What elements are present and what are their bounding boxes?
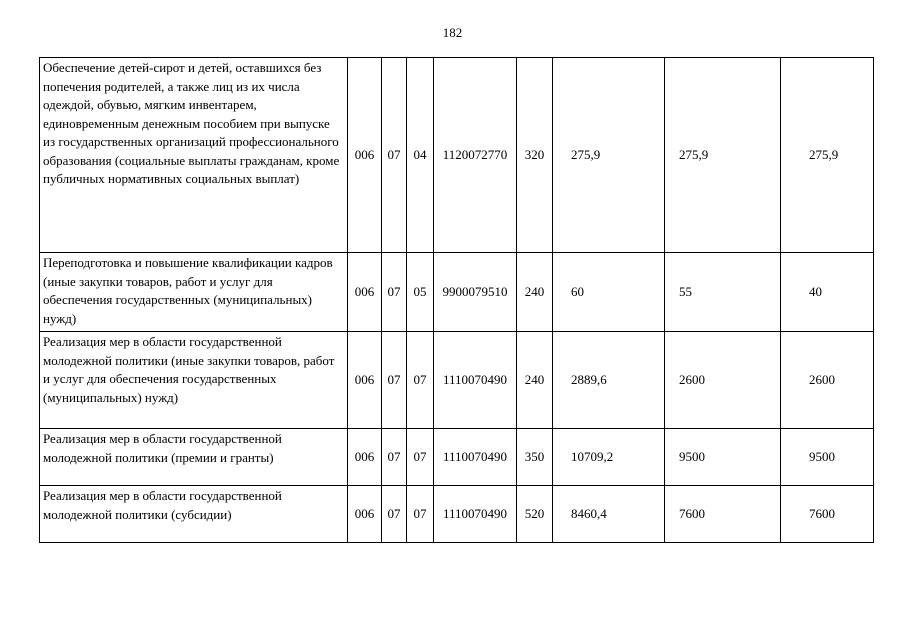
section-code: 07 [382, 253, 407, 332]
amount-year-3: 275,9 [781, 58, 874, 253]
amount-year-1: 2889,6 [553, 332, 665, 429]
expense-type-code: 240 [517, 253, 553, 332]
grbs-code: 006 [348, 58, 382, 253]
table-row [40, 332, 874, 429]
subsection-code: 07 [407, 429, 434, 486]
subsection-code: 07 [407, 332, 434, 429]
grbs-code: 006 [348, 486, 382, 543]
section-code: 07 [382, 332, 407, 429]
amount-year-1: 10709,2 [553, 429, 665, 486]
amount-year-3: 9500 [781, 429, 874, 486]
section-code: 07 [382, 486, 407, 543]
expense-type-code: 240 [517, 332, 553, 429]
expense-type-code: 520 [517, 486, 553, 543]
table-row [40, 253, 874, 332]
page-number: 182 [442, 25, 463, 40]
row-description: Обеспечение детей-сирот и детей, оставшихся без попечения родителей, а также лиц из их числа одеждой, обувью, мягким инвентарем, единовременным денежным пособием при выпуске из государственных организаций профессионального образования (социальные выплаты гражданам, кроме публичных нормативных социальных выплат) [40, 58, 348, 253]
amount-year-3: 7600 [781, 486, 874, 543]
amount-year-1: 60 [553, 253, 665, 332]
amount-year-3: 2600 [781, 332, 874, 429]
target-article-code: 1120072770 [434, 58, 517, 253]
subsection-code: 07 [407, 486, 434, 543]
amount-year-3: 40 [781, 253, 874, 332]
grbs-code: 006 [348, 253, 382, 332]
target-article-code: 1110070490 [434, 429, 517, 486]
amount-year-1: 8460,4 [553, 486, 665, 543]
target-article-code: 9900079510 [434, 253, 517, 332]
grbs-code: 006 [348, 332, 382, 429]
amount-year-2: 2600 [665, 332, 781, 429]
subsection-code: 04 [407, 58, 434, 253]
subsection-code: 05 [407, 253, 434, 332]
section-code: 07 [382, 429, 407, 486]
expense-type-code: 350 [517, 429, 553, 486]
amount-year-1: 275,9 [553, 58, 665, 253]
amount-year-2: 9500 [665, 429, 781, 486]
table-row [40, 58, 874, 253]
row-description: Реализация мер в области государственной молодежной политики (премии и гранты) [40, 429, 348, 486]
amount-year-2: 275,9 [665, 58, 781, 253]
amount-year-2: 7600 [665, 486, 781, 543]
budget-table [39, 57, 874, 543]
row-description: Реализация мер в области государственной молодежной политики (иные закупки товаров, работ и услуг для обеспечения государственных (муниципальных) нужд) [40, 332, 348, 429]
table-row [40, 429, 874, 486]
row-description: Переподготовка и повышение квалификации кадров (иные закупки товаров, работ и услуг для обеспечения государственных (муниципальных) нужд) [40, 253, 348, 332]
amount-year-2: 55 [665, 253, 781, 332]
row-description: Реализация мер в области государственной молодежной политики (субсидии) [40, 486, 348, 543]
expense-type-code: 320 [517, 58, 553, 253]
target-article-code: 1110070490 [434, 332, 517, 429]
target-article-code: 1110070490 [434, 486, 517, 543]
table-row [40, 486, 874, 543]
grbs-code: 006 [348, 429, 382, 486]
section-code: 07 [382, 58, 407, 253]
